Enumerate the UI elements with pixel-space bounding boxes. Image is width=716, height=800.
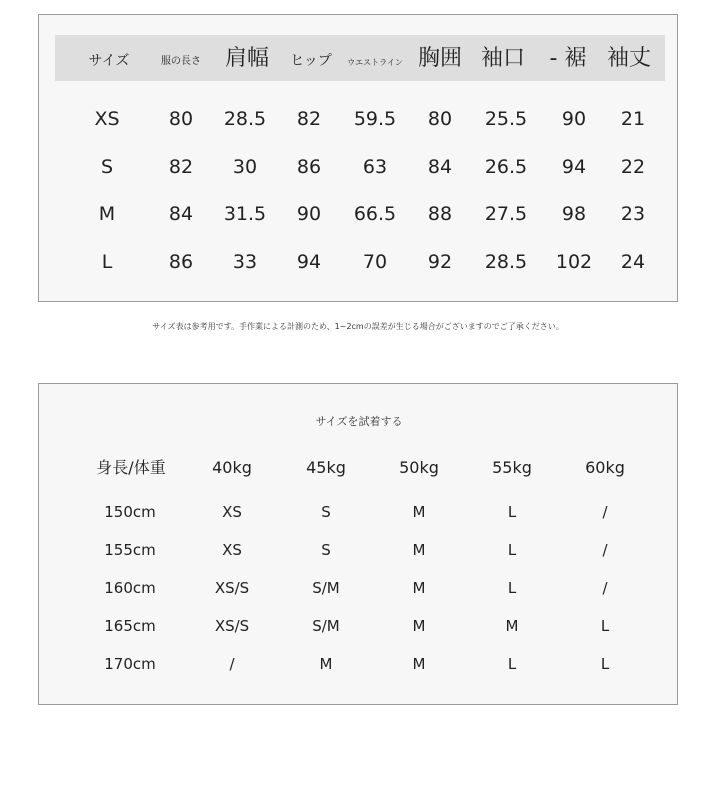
header-sleeve: 袖丈 — [606, 46, 652, 71]
fit-cell: M — [412, 579, 426, 597]
size-cell: 102 — [555, 251, 593, 273]
size-cell: 90 — [561, 108, 587, 130]
size-disclaimer-note: サイズ表は参考用です。手作業による計測のため、1~2cmの誤差が生じる場合がございますのでご了承ください。 — [152, 322, 564, 331]
size-cell: 31.5 — [223, 203, 267, 225]
header-shoulder: 肩幅 — [224, 46, 270, 71]
size-cell: 25.5 — [484, 108, 528, 130]
size-chart-panel — [38, 14, 678, 302]
fit-header-weight: 45kg — [306, 458, 346, 477]
size-cell: 80 — [168, 108, 194, 130]
fit-cell: M — [412, 503, 426, 521]
size-cell: 94 — [296, 251, 322, 273]
fit-cell: M — [505, 617, 519, 635]
fit-cell: 155cm — [104, 541, 156, 559]
size-cell: 24 — [620, 251, 646, 273]
size-cell: 27.5 — [484, 203, 528, 225]
fit-cell: L — [600, 655, 610, 673]
size-cell: 90 — [296, 203, 322, 225]
header-cuff: 袖口 — [480, 46, 526, 71]
fit-cell: XS — [222, 503, 242, 521]
size-cell: 86 — [168, 251, 194, 273]
size-cell: 30 — [232, 156, 258, 178]
size-cell: S — [100, 156, 114, 178]
header-size: サイズ — [88, 53, 130, 69]
header-length: 服の長さ — [161, 56, 201, 67]
fit-cell: 150cm — [104, 503, 156, 521]
size-cell: 92 — [427, 251, 453, 273]
size-cell: 86 — [296, 156, 322, 178]
fit-cell: 165cm — [104, 617, 156, 635]
fit-cell: L — [600, 617, 610, 635]
size-cell: 94 — [561, 156, 587, 178]
fit-guide-title: サイズを試着する — [315, 415, 403, 428]
size-cell: 82 — [168, 156, 194, 178]
fit-cell: / — [602, 579, 608, 597]
fit-guide-panel — [38, 383, 678, 705]
size-cell: 21 — [620, 108, 646, 130]
fit-cell: XS/S — [214, 617, 250, 635]
size-cell: L — [101, 251, 113, 273]
size-cell: 98 — [561, 203, 587, 225]
size-cell: 59.5 — [353, 108, 397, 130]
size-cell: 70 — [362, 251, 388, 273]
fit-cell: XS — [222, 541, 242, 559]
size-cell: 82 — [296, 108, 322, 130]
fit-cell: / — [602, 541, 608, 559]
fit-cell: XS/S — [214, 579, 250, 597]
fit-cell: L — [507, 579, 517, 597]
header-hem: - 裾 — [549, 46, 587, 71]
fit-header-weight: 55kg — [492, 458, 532, 477]
size-cell: 26.5 — [484, 156, 528, 178]
fit-cell: M — [412, 541, 426, 559]
size-cell: 80 — [427, 108, 453, 130]
fit-cell: M — [412, 655, 426, 673]
fit-cell: L — [507, 541, 517, 559]
fit-cell: S — [321, 503, 331, 521]
fit-cell: M — [412, 617, 426, 635]
fit-cell: L — [507, 503, 517, 521]
size-cell: 28.5 — [484, 251, 528, 273]
size-cell: 88 — [427, 203, 453, 225]
size-cell: 23 — [620, 203, 646, 225]
fit-header-height-weight: 身長/体重 — [96, 458, 166, 477]
fit-header-weight: 50kg — [399, 458, 439, 477]
size-cell: 28.5 — [223, 108, 267, 130]
header-waist: ウエストライン — [347, 58, 403, 67]
size-cell: 33 — [232, 251, 258, 273]
size-cell: M — [98, 203, 116, 225]
fit-header-weight: 40kg — [212, 458, 252, 477]
fit-cell: 170cm — [104, 655, 156, 673]
fit-cell: M — [319, 655, 333, 673]
size-cell: XS — [94, 108, 120, 130]
header-chest: 胸囲 — [417, 46, 463, 71]
fit-cell: / — [229, 655, 235, 673]
size-cell: 63 — [362, 156, 388, 178]
size-cell: 84 — [168, 203, 194, 225]
fit-cell: S/M — [312, 617, 340, 635]
fit-cell: S — [321, 541, 331, 559]
fit-cell: 160cm — [104, 579, 156, 597]
fit-header-weight: 60kg — [585, 458, 625, 477]
size-cell: 66.5 — [353, 203, 397, 225]
fit-cell: / — [602, 503, 608, 521]
fit-cell: L — [507, 655, 517, 673]
size-cell: 22 — [620, 156, 646, 178]
fit-cell: S/M — [312, 579, 340, 597]
size-cell: 84 — [427, 156, 453, 178]
header-hip: ヒップ — [290, 53, 332, 69]
